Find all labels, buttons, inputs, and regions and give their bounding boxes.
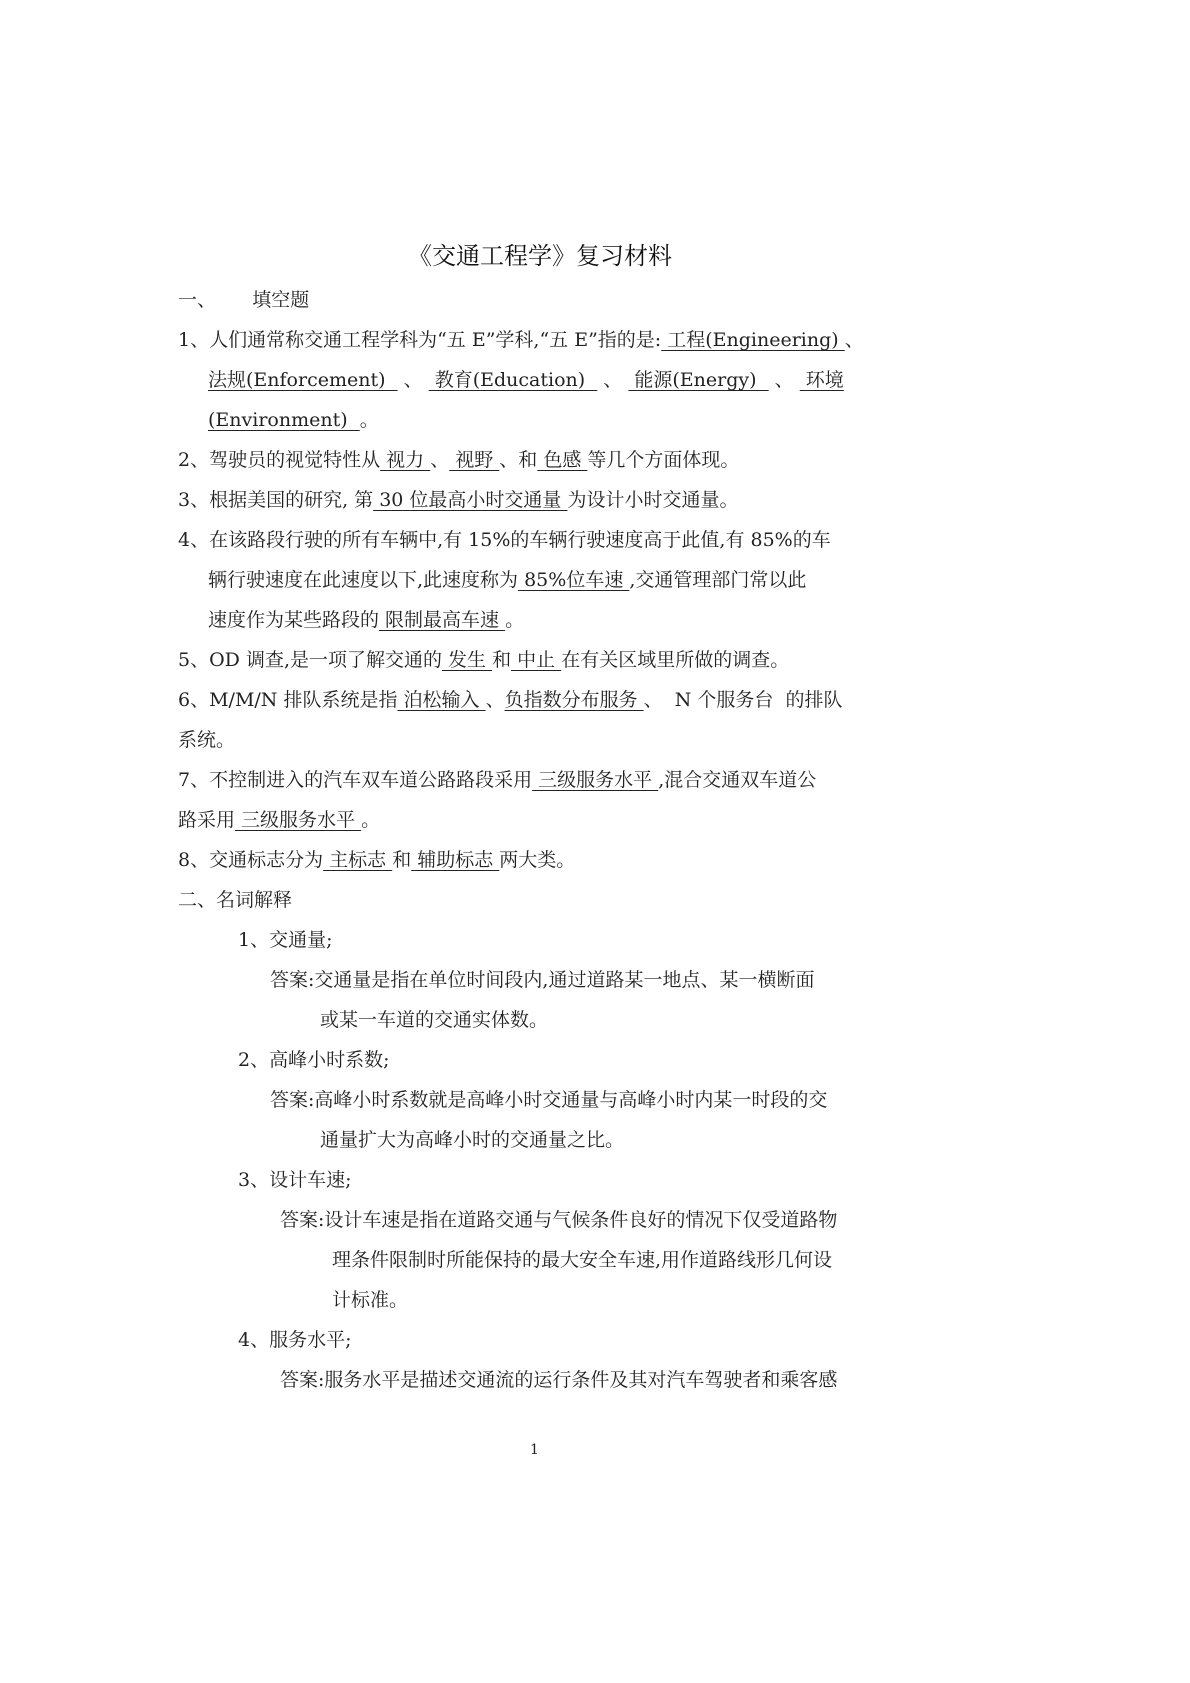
text-line [178, 440, 739, 480]
text-line [178, 880, 292, 920]
text-segment: 、 [844, 329, 864, 351]
answer-blank: 三级服务水平 [532, 769, 659, 791]
text-segment: 7、不控制进入的汽车双车道公路路段采用 [178, 769, 533, 791]
text-segment: ,交通管理部门常以此 [629, 569, 807, 591]
text-segment: 。 [361, 809, 381, 831]
text-segment: 、和 [499, 449, 538, 471]
text-segment: 3、根据美国的研究, 第 [178, 489, 374, 511]
text-segment: 和 [492, 649, 512, 671]
answer-blank: 工程(Engineering) [661, 329, 845, 351]
text-line [178, 640, 789, 680]
text-segment: 为设计小时交通量。 [567, 489, 739, 511]
text-line [178, 720, 235, 760]
text-segment: 4、在该路段行驶的所有车辆中,有 15%的车辆行驶速度高于此值,有 85%的车 [178, 529, 831, 551]
text-line [238, 920, 333, 960]
text-segment: 2、高峰小时系数; [238, 1049, 390, 1071]
text-segment: 二、名词解释 [178, 889, 293, 911]
text-line [320, 1000, 548, 1040]
text-line [280, 1200, 837, 1240]
text-segment: 辆行驶速度在此速度以下,此速度称为 [208, 569, 519, 591]
answer-blank: 法规(Enforcement) [208, 369, 398, 391]
text-line [208, 400, 379, 440]
text-line [320, 1120, 624, 1160]
text-line [208, 560, 806, 600]
text-line [208, 360, 844, 400]
text-line [178, 760, 816, 800]
text-line [178, 800, 380, 840]
text-segment: 速度作为某些路段的 [208, 609, 380, 631]
text-segment: 4、服务水平; [238, 1329, 352, 1351]
document-title: 《交通工程学》复习材料 [408, 242, 672, 270]
text-segment: 理条件限制时所能保持的最大安全车速,用作道路线形几何设 [332, 1249, 833, 1271]
answer-blank: 色感 [537, 449, 588, 471]
answer-blank: 主标志 [323, 849, 393, 871]
text-line [178, 840, 575, 880]
text-segment: 6、M/M/N 排队系统是指 [178, 689, 398, 711]
text-segment: 答案:服务水平是描述交通流的运行条件及其对汽车驾驶者和乘客感 [280, 1369, 838, 1391]
answer-blank: 中止 [511, 649, 562, 671]
text-segment: 路采用 [178, 809, 236, 831]
answer-blank: (Environment) [208, 409, 360, 431]
answer-blank: 辅助标志 [411, 849, 500, 871]
text-segment: 、 [768, 369, 800, 391]
text-segment: 2、驾驶员的视觉特性从 [178, 449, 381, 471]
text-segment: 5、OD 调查,是一项了解交通的 [178, 649, 442, 671]
answer-blank: 30 位最高小时交通量 [373, 489, 568, 511]
answer-blank: 视野 [449, 449, 500, 471]
text-line [238, 1040, 390, 1080]
text-line [270, 1080, 827, 1120]
answer-blank: 三级服务水平 [235, 809, 362, 831]
text-segment: 1、人们通常称交通工程学科为“五 E”学科,“五 E”指的是: [178, 329, 662, 351]
text-segment: 1、交通量; [238, 929, 333, 951]
page-number: 1 [530, 1442, 539, 1458]
answer-blank: 限制最高车速 [379, 609, 506, 631]
answer-blank: 能源(Energy) [628, 369, 769, 391]
text-segment: 、 [430, 449, 450, 471]
answer-blank: 环境 [799, 369, 844, 391]
text-segment: 或某一车道的交通实体数。 [320, 1009, 549, 1031]
text-segment: 3、设计车速; [238, 1169, 352, 1191]
answer-blank: 发生 [441, 649, 493, 671]
answer-blank: 视力 [380, 449, 431, 471]
text-segment: 、 N 个服务台 的排队 [643, 689, 843, 711]
text-segment: 一、 填空题 [178, 289, 310, 311]
answer-blank: 泊松输入 [397, 689, 486, 711]
text-segment: 。 [505, 609, 525, 631]
text-segment: 通量扩大为高峰小时的交通量之比。 [320, 1129, 625, 1151]
text-line [280, 1360, 837, 1400]
text-segment: 计标准。 [332, 1289, 409, 1311]
text-segment: ,混合交通双车道公 [658, 769, 817, 791]
text-segment: 、 [597, 369, 629, 391]
text-line [178, 320, 864, 360]
text-segment: 8、交通标志分为 [178, 849, 324, 871]
text-line [178, 480, 738, 520]
text-line [178, 680, 842, 720]
answer-blank: 负指数分布服务 [504, 689, 644, 711]
text-segment: 系统。 [178, 729, 236, 751]
answer-blank: 85%位车速 [518, 569, 630, 591]
text-line [208, 600, 524, 640]
text-segment: 等几个方面体现。 [587, 449, 740, 471]
text-segment: 在有关区域里所做的调查。 [561, 649, 790, 671]
text-segment: 和 [392, 849, 412, 871]
answer-blank: 教育(Education) [428, 369, 598, 391]
text-segment: 、 [485, 689, 505, 711]
text-line [238, 1320, 352, 1360]
text-line [332, 1280, 408, 1320]
text-segment: 答案:高峰小时系数就是高峰小时交通量与高峰小时内某一时段的交 [270, 1089, 828, 1111]
text-segment: 两大类。 [499, 849, 576, 871]
text-segment: 答案:设计车速是指在道路交通与气候条件良好的情况下仅受道路物 [280, 1209, 838, 1231]
text-line [270, 960, 814, 1000]
text-segment: 、 [397, 369, 429, 391]
text-segment: 。 [359, 409, 379, 431]
text-line [332, 1240, 832, 1280]
text-segment: 答案:交通量是指在单位时间段内,通过道路某一地点、某一横断面 [270, 969, 815, 991]
text-line [178, 280, 309, 320]
text-line [178, 520, 831, 560]
text-line [238, 1160, 352, 1200]
